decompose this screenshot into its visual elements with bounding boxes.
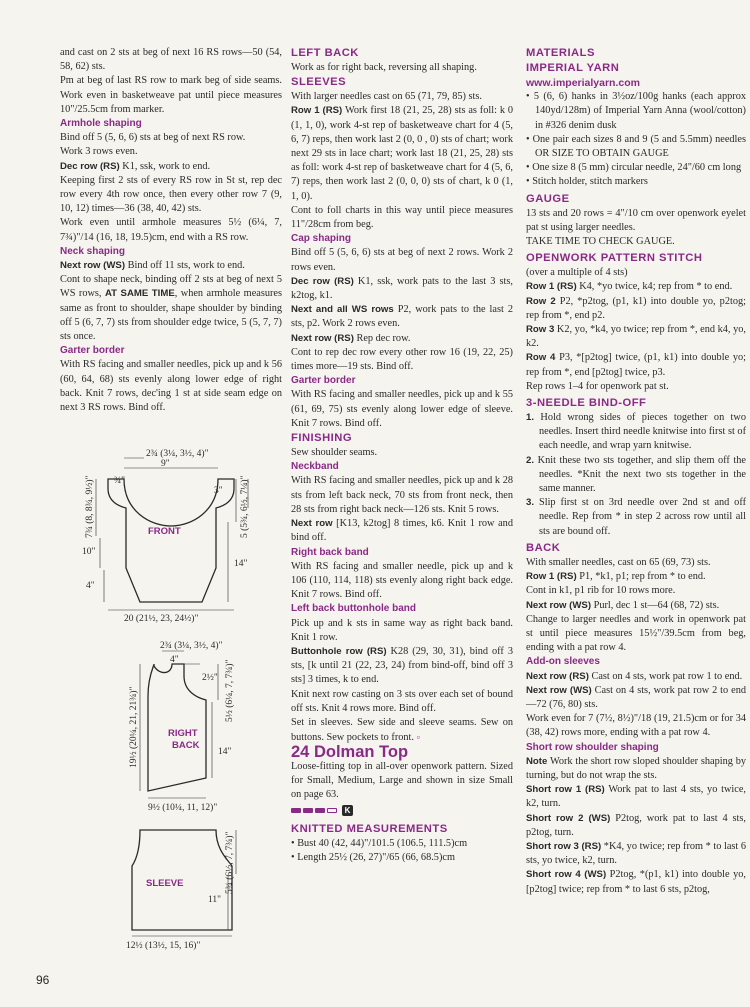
neck-text: Cont to shape neck, binding off 2 sts at beg of next 5 WS rows, AT SAME TIME, when armhole measures same as front to shoulder, shape shoulder by binding off 5 (6, 7, 7) sts from shoulder edge twice, 5 (5, 7, 7) sts once. bbox=[60, 274, 282, 343]
row-label: Next row (WS) bbox=[526, 599, 592, 611]
back-text: Cont in k1, p1 rib for 10 rows more. bbox=[526, 585, 676, 597]
front-label: FRONT bbox=[148, 526, 181, 537]
short-row-note: Note Work the short row sloped shoulder shaping by turning, but do not wrap the sts. bbox=[526, 755, 746, 781]
short-row: Short row 2 (WS) P2tog, work pat to last 4 sts, p2tog, turn. bbox=[526, 812, 746, 838]
same-time-emphasis: AT SAME TIME bbox=[104, 288, 175, 300]
brand-url[interactable]: www.imperialyarn.com bbox=[526, 77, 640, 89]
dim-sleeve-length: 11" bbox=[208, 895, 222, 905]
back-next-row: Next row (WS) Purl, dec 1 st—64 (68, 72) sts. bbox=[526, 599, 720, 611]
bindoff-heading: 3-NEEDLE BIND-OFF bbox=[526, 397, 647, 410]
row-label: Row 3 bbox=[526, 324, 555, 336]
sleeves-text: Cont to foll charts in this way until piece measures 11"/28cm from beg. bbox=[291, 204, 513, 231]
dim-back-armhole: 5½ (6¼, 7, 7¾)" bbox=[225, 659, 235, 722]
dim-sleeve-bottom: 12½ (13½, 15, 16)" bbox=[126, 941, 201, 951]
openwork-row: Row 3 K2, yo, *k4, yo twice; rep from *, end k4, yo, k2. bbox=[526, 324, 746, 350]
dim-side-left: 10" bbox=[82, 547, 96, 557]
openwork-multiple: (over a multiple of 4 sts) bbox=[526, 267, 628, 279]
row-label: Short row 1 (RS) bbox=[526, 784, 605, 796]
gauge-heading: GAUGE bbox=[526, 192, 570, 205]
row-label: Next and all WS rows bbox=[291, 304, 394, 316]
skill-level-icon bbox=[291, 805, 513, 816]
pattern-title bbox=[291, 743, 513, 762]
back-label-2: BACK bbox=[172, 740, 200, 751]
row-label: Row 1 (RS) bbox=[526, 281, 577, 293]
right-band-heading: Right back band bbox=[291, 546, 369, 558]
left-band-text: Set in sleeves. Sew side and sleeve seams. Sew on buttons. Sew pockets to front. ▫ bbox=[291, 716, 513, 744]
dim-bottom-width: 20 (21½, 23, 24½)" bbox=[124, 614, 199, 624]
dim-neck-top: 2¾ (3¼, 3½, 4)" bbox=[146, 449, 209, 459]
finishing-text: Sew shoulder seams. bbox=[291, 447, 378, 459]
finishing-heading: FINISHING bbox=[291, 432, 353, 445]
addon-row: Next row (WS) Cast on 4 sts, work pat row 2 to end—72 (76, 80) sts. bbox=[526, 684, 746, 710]
back-row1: Row 1 (RS) P1, *k1, p1; rep from * to end. bbox=[526, 571, 706, 583]
sleeve-label: SLEEVE bbox=[146, 878, 184, 889]
back-heading: BACK bbox=[526, 541, 561, 554]
cap-text: Bind off 5 (5, 6, 6) sts at beg of next 2 rows. Work 2 rows even. bbox=[291, 247, 513, 273]
page-number: 96 bbox=[36, 973, 50, 987]
pattern-description: Loose-fitting top in all-over openwork pattern. Sized for Small, Medium, Large and shown in size Small on page 63. bbox=[291, 760, 513, 800]
sleeves-row1: Row 1 (RS) Work first 18 (21, 25, 28) sts as foll: k 0 (1, 1, 0), work 4-st rep of basketweave chart for 4 (5, 6, 7) reps, then work last 2 (0, 0 , 0) sts of chart; work next 29 sts in lace chart; work last 18 (21, 25, 28) sts as foll: work 4-st rep of basketweave chart for 4 (5, 6, 7) reps, then work last 2 (0, 0, 0) sts of chart, k 0 (1, 1, 0). bbox=[291, 105, 513, 202]
neck-heading: Neck shaping bbox=[60, 245, 126, 257]
dim-shoulder-drop: 3" bbox=[214, 486, 223, 496]
short-row-heading: Short row shoulder shaping bbox=[526, 741, 659, 753]
back-text: Change to larger needles and work in openwork pat st until piece measures 15½"/39.5cm from beg, ending with a pat row 4. bbox=[526, 613, 746, 654]
row-label: Short row 3 (RS) bbox=[526, 840, 602, 852]
garter-heading: Garter border bbox=[60, 345, 125, 357]
next-row: Next row (WS) Bind off 11 sts, work to end. bbox=[60, 260, 245, 272]
row-label: Dec row (RS) bbox=[60, 160, 120, 172]
left-back-text: Work as for right back, reversing all shaping. bbox=[291, 62, 477, 73]
armhole-text: Work 3 rows even. bbox=[60, 146, 138, 158]
row-label: Short row 4 (WS) bbox=[526, 869, 607, 881]
row-label: Row 2 bbox=[526, 295, 556, 307]
sleeves-text: With larger needles cast on 65 (71, 79, 85) sts. bbox=[291, 91, 482, 103]
gauge-text: 13 sts and 20 rows = 4"/10 cm over openwork eyelet pat st using larger needles. bbox=[526, 207, 746, 233]
row-label: Dec row (RS) bbox=[291, 275, 354, 287]
bindoff-step: 1. Hold wrong sides of pieces together on two needles. Insert third needle knitwise into first st of each needle, and wrap yarn knitwise. bbox=[526, 412, 746, 452]
garter-text: With RS facing and smaller needles, pick up and k 55 (61, 69, 75) sts evenly along lower edge of sleeve. Knit 7 rows. Bind off. bbox=[291, 389, 513, 429]
armhole-text: Keeping first 2 sts of every RS row in St st, rep dec row every 4th row once, then every other row 7 (9, 10, 12) times—36 (38, 40, 42) sts. bbox=[60, 174, 282, 215]
gauge-check: TAKE TIME TO CHECK GAUGE. bbox=[526, 236, 675, 248]
dim-small: ¾" bbox=[114, 476, 126, 486]
column-2 bbox=[291, 46, 513, 866]
garter-heading: Garter border bbox=[291, 375, 356, 387]
row-label: Next row (RS) bbox=[526, 670, 589, 682]
measurements-heading: KNITTED MEASUREMENTS bbox=[291, 823, 448, 836]
back-text: With smaller needles, cast on 65 (69, 73) sts. bbox=[526, 556, 711, 568]
dim-neck-width: 9" bbox=[161, 459, 170, 469]
end-mark-icon: ▫ bbox=[416, 732, 420, 743]
armhole-text: Bind off 5 (5, 6, 6) sts at beg of next RS row. bbox=[60, 132, 246, 144]
material-item: • 5 (6, 6) hanks in 3½oz/100g hanks (each approx 140yd/128m) of Imperial Yarn Anna (wool/cotton) in #326 denim dusk bbox=[526, 91, 746, 131]
right-back-schematic bbox=[60, 636, 285, 814]
row-label: Row 1 (RS) bbox=[291, 105, 343, 117]
cap-dec-row: Dec row (RS) K1, ssk, work pats to the last 3 sts, k2tog, k1. bbox=[291, 275, 513, 302]
row-label: Row 1 (RS) bbox=[526, 571, 577, 583]
openwork-heading: OPENWORK PATTERN STITCH bbox=[526, 252, 703, 265]
front-schematic bbox=[60, 446, 285, 624]
armhole-heading: Armhole shaping bbox=[60, 118, 142, 130]
measurement-item: • Bust 40 (42, 44)"/101.5 (106.5, 111.5)cm bbox=[291, 838, 468, 850]
dim-hem-left: 4" bbox=[86, 581, 95, 591]
left-back-heading: LEFT BACK bbox=[291, 47, 359, 59]
bindoff-step: 2. Knit these two sts together, and slip them off the needles. *Knit the next two sts together in the same manner. bbox=[526, 454, 746, 495]
dim-back-bottom: 9½ (10¼, 11, 12)" bbox=[148, 803, 218, 813]
openwork-row: Row 2 P2, *p2tog, (p1, k1) into double yo, p2tog; rep from *, end p2. bbox=[526, 295, 746, 321]
dim-sleeve-cap: 5¾ (6½, 7, 7¾)" bbox=[225, 831, 235, 894]
dim-back-top-small: 4" bbox=[170, 655, 179, 665]
left-band-text: Knit next row casting on 3 sts over each set of bound off sts. Knit 4 rows more. Bind off. bbox=[291, 688, 513, 714]
row-label: Next row (RS) bbox=[291, 332, 354, 344]
short-row: Short row 4 (WS) P2tog, *(p1, k1) into double yo, [p2tog] twice; rep from * to last 6 sts, p2tog, bbox=[526, 869, 746, 895]
addon-row: Next row (RS) Cast on 4 sts, work pat row 1 to end. bbox=[526, 670, 743, 682]
row-label: Row 4 bbox=[526, 352, 556, 364]
column-3 bbox=[526, 46, 746, 897]
back-label-1: RIGHT bbox=[168, 728, 198, 739]
material-item: • Stitch holder, stitch markers bbox=[526, 176, 648, 188]
column-1 bbox=[60, 46, 282, 415]
dec-row: Dec row (RS) K1, ssk, work to end. bbox=[60, 160, 211, 172]
front-outline bbox=[108, 479, 234, 602]
intro-paragraph: Pm at beg of last RS row to mark beg of side seams. Work even in basketweave pat until piece measures 10"/25.5cm from marker. bbox=[60, 75, 282, 115]
openwork-row: Row 1 (RS) K4, *yo twice, k4; rep from * to end. bbox=[526, 281, 733, 293]
addon-heading: Add-on sleeves bbox=[526, 656, 600, 668]
row-label: Short row 2 (WS) bbox=[526, 812, 611, 824]
bindoff-step: 3. Slip first st on 3rd needle over 2nd st and off needle. Rep from * in step 2 across row until all sts are bound off. bbox=[526, 497, 747, 537]
cap-next-row: Next row (RS) Rep dec row. bbox=[291, 332, 411, 344]
dim-armhole-outer: 7¾ (8, 8¾, 9½)" bbox=[85, 475, 95, 538]
measurement-item: • Length 25½ (26, 27)"/65 (66, 68.5)cm bbox=[291, 852, 455, 864]
brand-name: IMPERIAL YARN bbox=[526, 62, 620, 74]
short-row: Short row 1 (RS) Work pat to last 4 sts, yo twice, k2, turn. bbox=[526, 784, 747, 810]
cap-ws-row: Next and all WS rows P2, work pats to the last 2 sts, p2. Work 2 rows even. bbox=[291, 304, 513, 330]
pattern-number: 24 bbox=[291, 743, 310, 762]
sleeves-heading: SLEEVES bbox=[291, 76, 347, 89]
dim-back-top: 2¾ (3¼, 3½, 4)" bbox=[160, 641, 223, 651]
left-band-text: Pick up and k sts in same way as right back band. Knit 1 row. bbox=[291, 617, 513, 643]
right-band-text: With RS facing and smaller needle, pick up and k 106 (110, 114, 118) sts evenly along right back edge. Knit 7 rows. Bind off. bbox=[291, 560, 513, 601]
intro-paragraph: and cast on 2 sts at beg of next 16 RS rows—50 (54, 58, 62) sts. bbox=[60, 47, 282, 73]
dim-side-right: 14" bbox=[234, 559, 248, 569]
cap-text: Cont to rep dec row every other row 16 (19, 22, 25) times more—19 sts. Bind off. bbox=[291, 346, 513, 373]
sleeve-schematic bbox=[60, 822, 285, 957]
buttonhole-row: Buttonhole row (RS) K28 (29, 30, 31), bind off 3 sts, [k until 21 (22, 23, 24) from bind-off, bind off 3 sts] 3 times, k to end. bbox=[291, 645, 513, 686]
dim-back-side: 14" bbox=[218, 747, 232, 757]
materials-heading: MATERIALS bbox=[526, 47, 595, 59]
openwork-rep: Rep rows 1–4 for openwork pat st. bbox=[526, 380, 669, 392]
openwork-row: Row 4 P3, *[p2tog] twice, (p1, k1) into double yo; rep from *, end [p2tog] twice, p3. bbox=[526, 352, 746, 378]
knit-icon: K bbox=[342, 805, 353, 816]
row-label: Next row (WS) bbox=[60, 260, 126, 272]
dim-armhole-depth: 5 (5¾, 6½, 7¼)" bbox=[240, 475, 250, 538]
material-item: • One pair each sizes 8 and 9 (5 and 5.5mm) needles OR SIZE TO OBTAIN GAUGE bbox=[526, 133, 746, 160]
armhole-text: Work even until armhole measures 5½ (6¼, 7, 7¾)"/14 (16, 18, 19.5)cm, end with a RS row. bbox=[60, 217, 282, 243]
row-label: Buttonhole row (RS) bbox=[291, 645, 387, 657]
garter-text: With RS facing and smaller needles, pick up and k 56 (60, 64, 68) sts evenly along lower edge of right back. Knit 7 rows, dec'ing 1 st at side seam edge on next 3 RS rows. Bind off. bbox=[60, 359, 282, 414]
row-label: Next row (WS) bbox=[526, 684, 592, 696]
neckband-heading: Neckband bbox=[291, 461, 339, 473]
pattern-name: Dolman Top bbox=[313, 743, 409, 762]
left-band-heading: Left back buttonhole band bbox=[291, 603, 416, 615]
cap-heading: Cap shaping bbox=[291, 233, 352, 245]
short-row: Short row 3 (RS) *K4, yo twice; rep from * to last 6 sts, yo twice, k2, turn. bbox=[526, 840, 747, 867]
neckband-next-row: Next row [K13, k2tog] 8 times, k6. Knit 1 row and bind off. bbox=[291, 518, 513, 544]
dim-back-total: 19½ (20¼, 21, 21¾)" bbox=[129, 686, 139, 768]
material-item: • One size 8 (5 mm) circular needle, 24"/60 cm long bbox=[526, 162, 742, 174]
dim-back-neck-drop: 2½" bbox=[202, 673, 218, 683]
neckband-text: With RS facing and smaller needles, pick up and k 28 sts from left back neck, 70 sts from front neck, then 28 sts from right back neck—126 sts. Knit 5 rows. bbox=[291, 475, 513, 515]
addon-text: Work even for 7 (7½, 8½)"/18 (19, 21.5)cm or for 34 (38, 42) rows more, ending with a pat row 4. bbox=[526, 713, 746, 739]
row-label: Next row bbox=[291, 518, 333, 530]
